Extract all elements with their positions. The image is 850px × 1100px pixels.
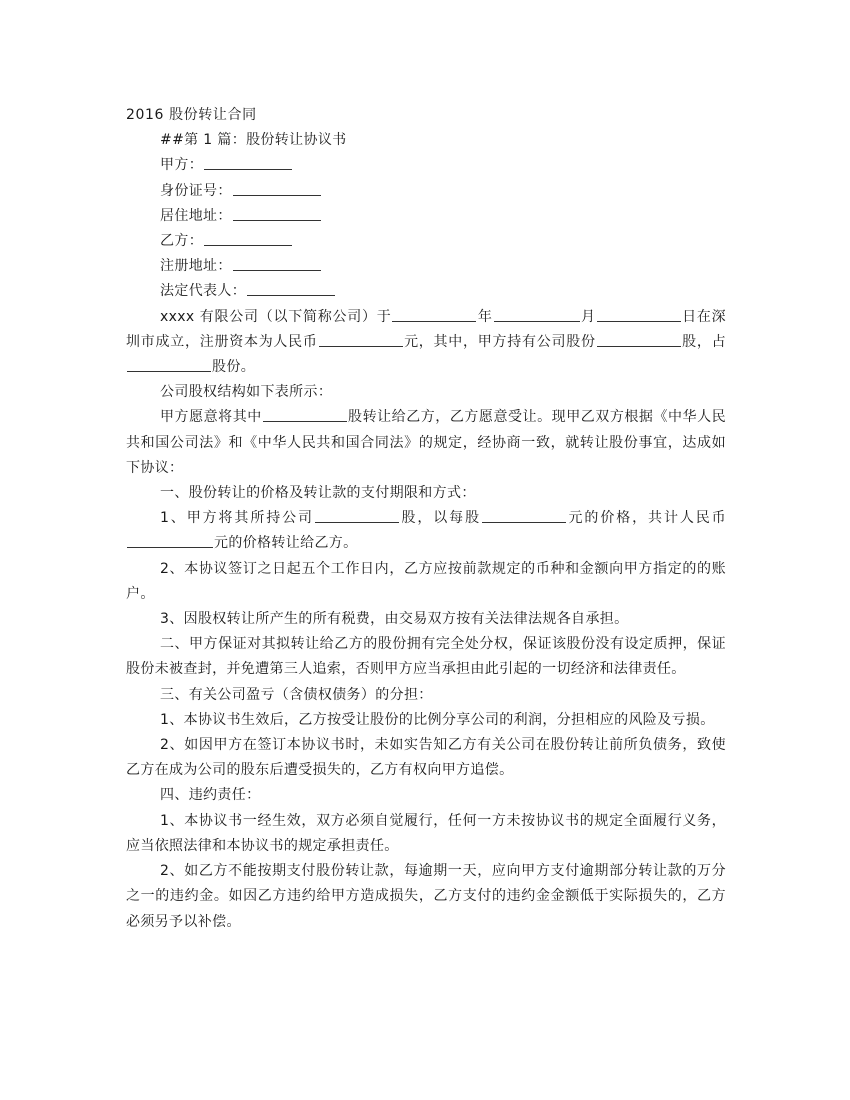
party-b-blank bbox=[204, 231, 292, 246]
s1-item1-text-2: 股，以每股 bbox=[399, 510, 481, 527]
residence-field bbox=[126, 204, 726, 229]
intro-blank-percent bbox=[127, 357, 211, 372]
section-2-paragraph: 二、甲方保证对其拟转让给乙方的股份拥有完全处分权，保证该股份没有设定质押，保证股份未被查封，并免遭第三人追索，否则甲方应当承担由此引起的一切经济和法律责任。 bbox=[126, 636, 726, 678]
party-b-field bbox=[126, 229, 726, 254]
section-3-heading: 三、有关公司盈亏（含债权债务）的分担： bbox=[160, 686, 433, 703]
party-a-field bbox=[126, 153, 726, 178]
section-3-item-2: 2、如因甲方在签订本协议书时，未如实告知乙方有关公司在股份转让前所负债务，致使乙方在成为公司的股东后遭受损失的，乙方有权向甲方追偿。 bbox=[126, 737, 726, 779]
section-3-item-1: 1、本协议书生效后，乙方按受让股份的比例分享公司的利润，分担相应的风险及亏损。 bbox=[160, 711, 715, 728]
legal-rep-label: 法定代表人： bbox=[160, 283, 247, 300]
equity-structure-line: 公司股权结构如下表所示： bbox=[160, 384, 333, 401]
document-title: 2016 股份转让合同 bbox=[126, 107, 257, 123]
intro-text-5: 元，其中，甲方持有公司股份 bbox=[403, 333, 596, 350]
section-1-item-2: 2、本协议签订之日起五个工作日内，乙方应按前款规定的币种和金额向甲方指定的的账户。 bbox=[126, 560, 726, 602]
residence-blank bbox=[233, 206, 321, 221]
residence-label: 居住地址： bbox=[160, 207, 232, 224]
transfer-text-1: 甲方愿意将其中 bbox=[160, 409, 262, 426]
transfer-text-2: 股转让给乙方，乙方愿意受让。现甲乙双方根据《中华人民共和国公司法》和《中华人民共和国合同法》的规定，经协商一致，就转让股份事宜，达成如下协议： bbox=[126, 409, 726, 476]
party-b-label: 乙方： bbox=[160, 233, 204, 250]
section-1-heading: 一、股份转让的价格及转让款的支付期限和方式： bbox=[160, 485, 476, 502]
s1-item1-blank-shares bbox=[315, 508, 399, 523]
intro-blank-capital bbox=[319, 332, 403, 347]
s1-item1-blank-price bbox=[482, 508, 566, 523]
intro-text-3: 月 bbox=[580, 308, 596, 325]
section-1-item-1 bbox=[126, 506, 726, 556]
section-4-item-2: 2、如乙方不能按期支付股份转让款，每逾期一天，应向甲方支付逾期部分转让款的万分之一的违约金。如因乙方违约给甲方造成损失，乙方支付的违约金金额低于实际损失的，乙方必须另予以补偿。 bbox=[126, 863, 726, 930]
reg-address-label: 注册地址： bbox=[160, 258, 232, 275]
section-4-item-1: 1、本协议书一经生效，双方必须自觉履行，任何一方未按协议书的规定全面履行义务，应当依照法律和本协议书的规定承担责任。 bbox=[126, 812, 726, 854]
reg-address-field bbox=[126, 254, 726, 279]
transfer-blank-shares bbox=[263, 407, 347, 422]
id-number-label: 身份证号： bbox=[160, 182, 232, 199]
intro-blank-shares bbox=[597, 332, 681, 347]
party-a-blank bbox=[204, 155, 292, 170]
section-1-item-3: 3、因股权转让所产生的所有税费，由交易双方按有关法律法规各自承担。 bbox=[160, 611, 629, 628]
document-body bbox=[126, 103, 726, 935]
legal-rep-blank bbox=[247, 281, 335, 296]
intro-text-4: 日在深圳市成立，注册资本为人民币 bbox=[126, 308, 727, 350]
intro-text-6: 股，占 bbox=[681, 333, 726, 350]
section-4-heading: 四、违约责任： bbox=[160, 787, 261, 804]
article-heading: ##第 1 篇：股份转让协议书 bbox=[160, 132, 347, 149]
s1-item1-text-3: 元的价格，共计人民币 bbox=[566, 510, 726, 527]
s1-item1-text-1: 1、甲方将其所持公司 bbox=[160, 510, 314, 527]
intro-blank-month bbox=[494, 307, 580, 322]
party-a-label: 甲方： bbox=[160, 157, 204, 174]
intro-blank-year bbox=[392, 307, 476, 322]
id-number-field bbox=[126, 179, 726, 204]
intro-text-1: xxxx 有限公司（以下简称公司）于 bbox=[160, 308, 392, 325]
transfer-paragraph bbox=[126, 405, 726, 481]
s1-item1-blank-total bbox=[127, 533, 213, 548]
s1-item1-text-4: 元的价格转让给乙方。 bbox=[214, 535, 358, 552]
id-number-blank bbox=[233, 181, 321, 196]
intro-text-2: 年 bbox=[477, 308, 493, 325]
intro-text-7: 股份。 bbox=[212, 359, 256, 376]
reg-address-blank bbox=[233, 256, 321, 271]
intro-blank-day bbox=[597, 307, 681, 322]
legal-rep-field bbox=[126, 279, 726, 304]
intro-paragraph bbox=[126, 305, 726, 381]
